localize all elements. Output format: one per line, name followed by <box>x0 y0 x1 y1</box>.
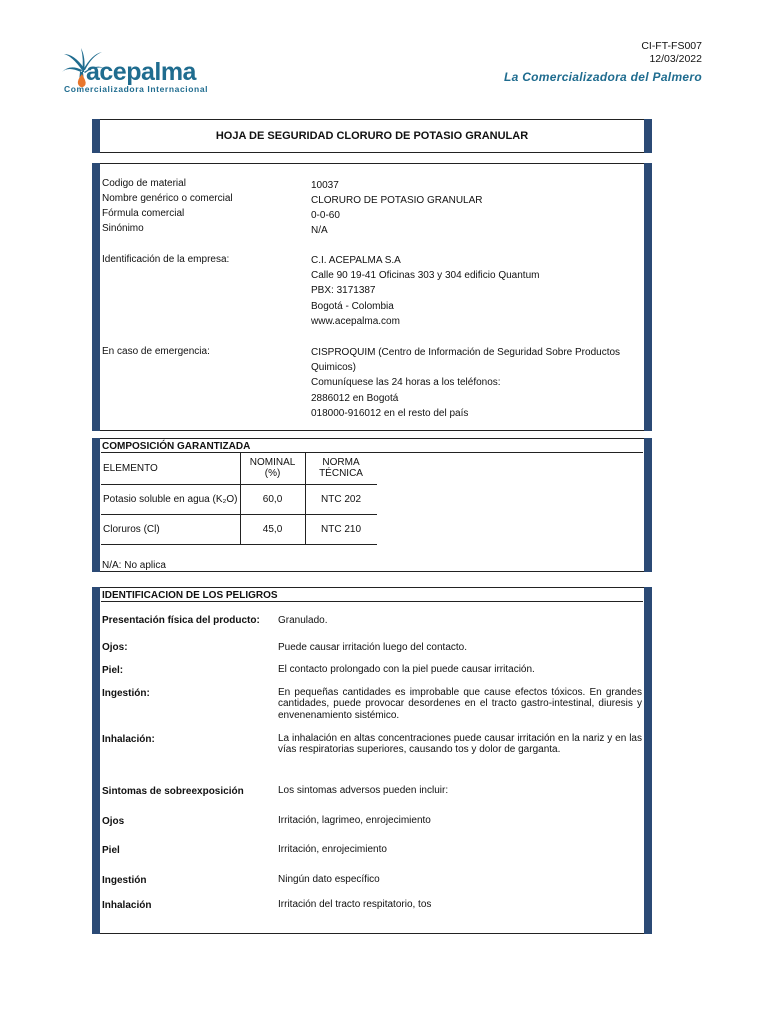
document-date: 12/03/2022 <box>649 53 702 65</box>
hazard-label-overexposure: Sintomas de sobreexposición <box>102 786 244 797</box>
hazard-label-ingestion: Ingestión: <box>102 688 150 699</box>
col-header-nominal <box>240 453 305 484</box>
table-row <box>101 484 377 514</box>
symptom-value-eyes: Irritación, lagrimeo, enrojecimiento <box>278 815 431 826</box>
col-header-element: ELEMENTO <box>101 453 240 484</box>
emergency-line: 018000-916012 en el resto del país <box>311 407 469 419</box>
field-label-synonym: Sinónimo <box>102 223 144 234</box>
symptom-label-skin: Piel <box>102 845 120 856</box>
company-line: Calle 90 19-41 Oficinas 303 y 304 edificio Quantum <box>311 270 540 282</box>
cell-element: Cloruros (Cl) <box>101 514 240 544</box>
cell-nominal: 60,0 <box>240 484 305 514</box>
col-header-norm-label: NORMA <box>322 457 360 469</box>
hazard-value-ingestion: En pequeñas cantidades es improbable que cause efectos tóxicos. En grandes cantidades, puede provocar desordenes en el tracto gastro-intestinal, diuresis y envenenamiento sistémico. <box>278 687 642 721</box>
hazard-label-presentation: Presentación física del producto: <box>102 615 260 626</box>
field-value-synonym: N/A <box>311 225 328 236</box>
brand-subtitle: Comercializadora Internacional <box>64 84 209 94</box>
table-row <box>101 514 377 544</box>
emergency-line: CISPROQUIM (Centro de Información de Seguridad Sobre Productos <box>311 347 621 358</box>
hazards-box <box>92 587 652 934</box>
hazard-label-eyes: Ojos: <box>102 642 128 653</box>
symptom-label-inhalation: Inhalación <box>102 900 152 911</box>
hazard-value-presentation: Granulado. <box>278 615 328 626</box>
symptom-label-ingestion: Ingestión <box>102 875 147 886</box>
company-website: www.acepalma.com <box>311 315 400 327</box>
field-value-name: CLORURO DE POTASIO GRANULAR <box>311 195 483 206</box>
emergency-info <box>311 345 620 421</box>
emergency-line: Quimicos) <box>311 362 357 374</box>
field-label-material-code: Codigo de material <box>102 178 186 189</box>
composition-table <box>101 453 377 545</box>
symptom-value-ingestion: Ningún dato específico <box>278 874 380 885</box>
composition-note: N/A: No aplica <box>102 560 166 571</box>
hazard-label-skin: Piel: <box>102 665 124 676</box>
composition-box <box>92 438 652 572</box>
emergency-line: 2886012 en Bogotá <box>311 392 399 404</box>
field-label-name: Nombre genérico o comercial <box>102 193 233 204</box>
symptom-value-skin: Irritación, enrojecimiento <box>278 844 387 855</box>
cell-norm: NTC 210 <box>305 514 377 544</box>
company-label: Identificación de la empresa: <box>102 254 230 265</box>
field-value-formula: 0-0-60 <box>311 210 340 221</box>
field-label-formula: Fórmula comercial <box>102 208 185 219</box>
document-code: CI-FT-FS007 <box>641 40 702 52</box>
emergency-label: En caso de emergencia: <box>102 346 210 357</box>
col-header-norm-label-2: TÉCNICA <box>319 468 363 480</box>
document-title: HOJA DE SEGURIDAD CLORURO DE POTASIO GRANULAR <box>215 130 529 142</box>
hazards-heading: IDENTIFICACION DE LOS PELIGROS <box>101 588 643 602</box>
field-value-material-code: 10037 <box>311 180 339 191</box>
symptom-value-inhalation: Irritación del tracto respitatorio, tos <box>278 899 432 910</box>
company-line: Bogotá - Colombia <box>311 300 394 312</box>
col-header-nominal-label: NOMINAL <box>249 457 296 469</box>
composition-heading: COMPOSICIÓN GARANTIZADA <box>101 439 643 453</box>
hazard-value-eyes: Puede causar irritación luego del contacto. <box>278 642 468 653</box>
col-header-norm <box>305 453 377 484</box>
tagline: La Comercializadora del Palmero <box>503 70 702 84</box>
cell-element: Potasio soluble en agua (K₂O) <box>101 484 240 514</box>
company-line: PBX: 3171387 <box>311 285 376 297</box>
brand-name: acepalma <box>86 58 196 86</box>
company-line: C.I. ACEPALMA S.A <box>311 255 401 266</box>
title-box <box>92 119 652 153</box>
composition-header-row <box>101 453 377 484</box>
document-code-block <box>641 40 702 66</box>
hazard-value-overexposure: Los sintomas adversos pueden incluir: <box>278 785 449 796</box>
cell-norm: NTC 202 <box>305 484 377 514</box>
hazard-value-skin: El contacto prolongado con la piel puede causar irritación. <box>278 664 535 675</box>
hazard-value-inhalation: La inhalación en altas concentraciones puede causar irritación en la nariz y en las vías respiratorias superiores, causando tos y dolor de garganta. <box>278 733 642 756</box>
col-header-nominal-unit: (%) <box>264 468 281 480</box>
symptom-label-eyes: Ojos <box>102 816 125 827</box>
emergency-line: Comuníquese las 24 horas a los teléfonos: <box>311 377 501 389</box>
hazard-label-inhalation: Inhalación: <box>102 734 155 745</box>
cell-nominal: 45,0 <box>240 514 305 544</box>
company-info <box>311 253 539 329</box>
identification-box <box>92 163 652 431</box>
